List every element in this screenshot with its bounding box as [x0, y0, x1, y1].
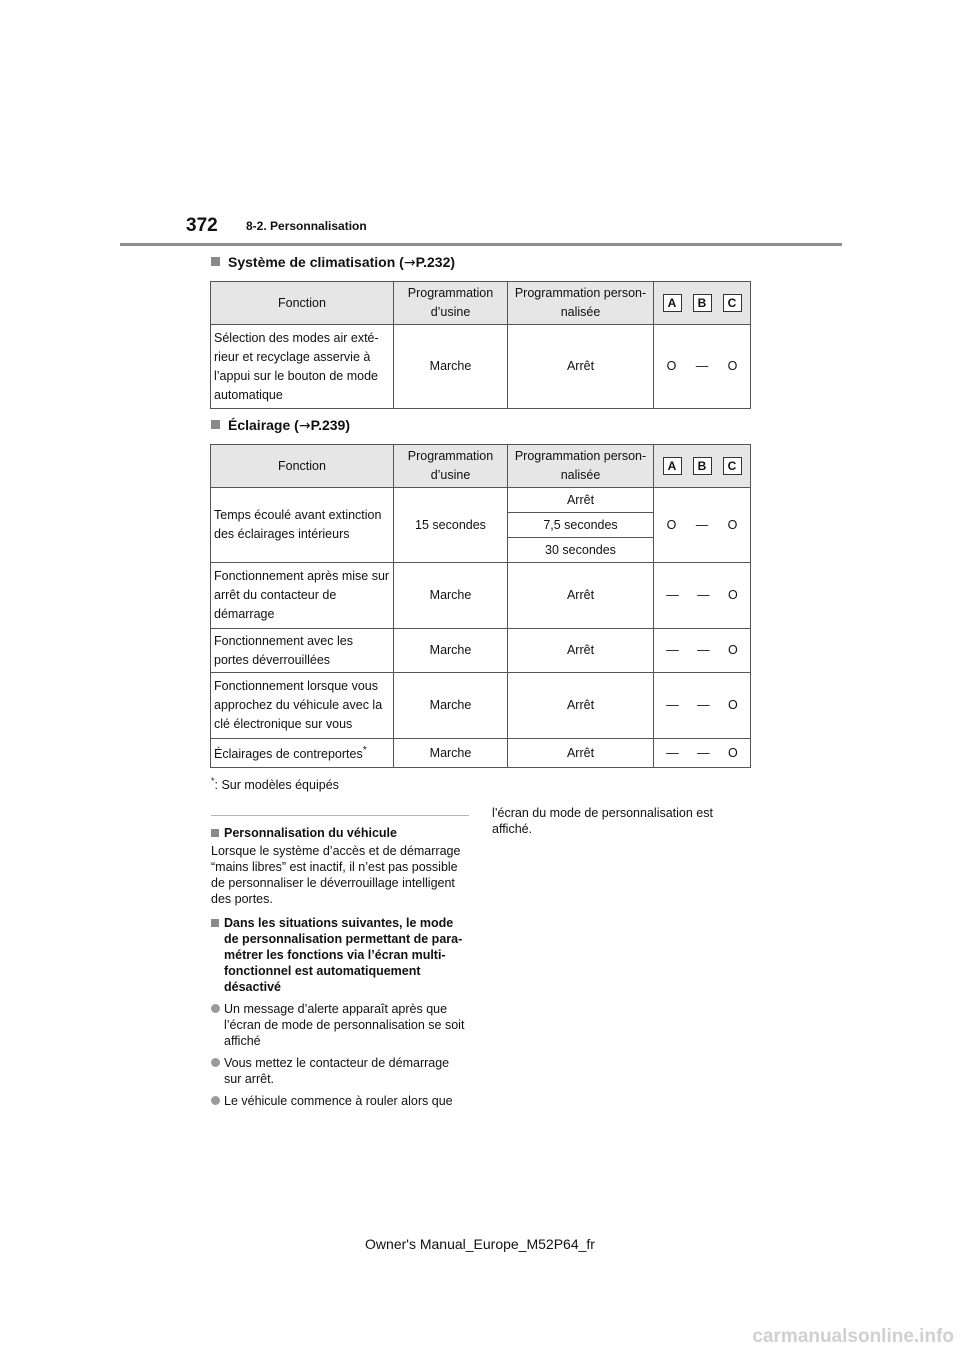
table-row [211, 739, 751, 768]
cell-b: — [697, 588, 710, 602]
row-abc [654, 739, 751, 768]
row-function: Fonctionnement avec les portes déverrouillées [211, 629, 394, 673]
cell-c: O [728, 745, 738, 760]
cell-a: O [666, 517, 677, 532]
climatisation-table [210, 281, 751, 409]
row-custom: Arrêt [508, 563, 654, 629]
row-factory: Marche [394, 739, 508, 768]
cell-c: O [728, 588, 738, 602]
row-function: Sélection des modes air exté-rieur et recyclage asservie à l’appui sur le bouton de mode automatique [211, 325, 394, 409]
notes-right-column [492, 805, 748, 837]
cell-a: — [666, 588, 679, 602]
table-row [211, 629, 751, 673]
row-custom: Arrêt [508, 673, 654, 739]
letter-b-icon: B [693, 457, 712, 475]
note-title: Dans les situations suivantes, le mode de personnalisation permettant de para-métrer les fonctions via l’écran multi-fonctionnel est automatiquement désactivé [211, 915, 469, 995]
cell-b: — [695, 359, 709, 373]
cell-b: — [695, 517, 709, 532]
table-row [211, 563, 751, 629]
row-function: Fonctionnement lorsque vous approchez du véhicule avec la clé électronique sur vous [211, 673, 394, 739]
col-header-letters [654, 445, 751, 488]
cell-a: O [666, 359, 677, 373]
eclairage-heading-text: Éclairage ( [228, 417, 299, 433]
footnote [211, 776, 339, 792]
col-header-custom: Programmation person- nalisée [508, 445, 654, 488]
letter-a-icon: A [663, 294, 682, 312]
circle-bullet-icon [211, 1096, 220, 1105]
cell-c: O [727, 517, 738, 532]
row-abc [654, 488, 751, 563]
note-title: Personnalisation du véhicule [211, 825, 469, 841]
square-bullet-icon [211, 420, 220, 429]
row-function: Éclairages de contreportes* [211, 739, 394, 768]
row-factory: Marche [394, 563, 508, 629]
letter-c-icon: C [723, 457, 742, 475]
header-rule [120, 243, 842, 246]
note-continuation: l’écran du mode de personnalisation est affiché. [492, 806, 713, 836]
notes-divider [211, 815, 469, 816]
climatisation-heading-text: Système de climatisation ( [228, 254, 404, 270]
table-row [211, 488, 751, 513]
row-factory: 15 secondes [394, 488, 508, 563]
letter-a-icon: A [663, 457, 682, 475]
watermark: carmanualsonline.info [752, 1326, 954, 1347]
climatisation-page-ref[interactable]: P.232) [415, 254, 456, 270]
row-abc [654, 629, 751, 673]
col-header-factory: Programmation d’usine [394, 282, 508, 325]
row-abc [654, 673, 751, 739]
eclairage-page-ref[interactable]: P.239) [310, 417, 351, 433]
letter-c-icon: C [723, 294, 742, 312]
square-bullet-icon [211, 919, 219, 927]
row-factory: Marche [394, 629, 508, 673]
col-header-factory: Programmation d’usine [394, 445, 508, 488]
col-header-custom: Programmation person- nalisée [508, 282, 654, 325]
list-item: Vous mettez le contacteur de démarrage sur arrêt. [211, 1055, 469, 1087]
row-custom-option: 30 secondes [508, 538, 654, 563]
circle-bullet-icon [211, 1004, 220, 1013]
cell-b: — [697, 698, 710, 712]
col-header-letters [654, 282, 751, 325]
row-function: Temps écoulé avant extinction des éclairages intérieurs [211, 488, 394, 563]
eclairage-table [210, 444, 751, 768]
footer-manual-id: Owner's Manual_Europe_M52P64_fr [365, 1236, 595, 1252]
cell-c: O [728, 698, 738, 712]
cell-b: — [697, 643, 710, 657]
section-title: 8-2. Personnalisation [246, 219, 367, 233]
cell-a: — [666, 698, 679, 712]
arrow-icon: → [403, 255, 416, 271]
page-number: 372 [186, 215, 218, 236]
row-custom: Arrêt [508, 739, 654, 768]
cell-b: — [697, 745, 710, 760]
footnote-marker: * [362, 745, 367, 757]
square-bullet-icon [211, 829, 219, 837]
cell-a: — [666, 745, 679, 760]
row-custom: Arrêt [508, 325, 654, 409]
note-paragraph: Lorsque le système d’accès et de démarrage “mains libres” est inactif, il n’est pas possible de personnaliser le déverrouillage intelligent des portes. [211, 844, 461, 906]
footnote-text: : Sur modèles équipés [214, 778, 339, 793]
eclairage-heading [211, 417, 350, 434]
footnote-marker: * [211, 776, 215, 786]
notes-left-column [211, 820, 469, 1109]
row-custom: Arrêt [508, 629, 654, 673]
letter-b-icon: B [693, 294, 712, 312]
col-header-function: Fonction [211, 445, 394, 488]
table-header-row [211, 282, 751, 325]
list-item: Un message d’alerte apparaît après que l’écran de mode de personnalisation se soit affiché [211, 1001, 469, 1049]
cell-a: — [666, 643, 679, 657]
row-function: Fonctionnement après mise sur arrêt du contacteur de démarrage [211, 563, 394, 629]
row-factory: Marche [394, 673, 508, 739]
row-factory: Marche [394, 325, 508, 409]
cell-c: O [727, 359, 738, 373]
table-row [211, 673, 751, 739]
list-item: Le véhicule commence à rouler alors que [211, 1093, 469, 1109]
col-header-function: Fonction [211, 282, 394, 325]
climatisation-heading [211, 254, 455, 271]
row-custom-option: Arrêt [508, 488, 654, 513]
table-header-row [211, 445, 751, 488]
table-row [211, 325, 751, 409]
row-abc [654, 325, 751, 409]
row-custom-option: 7,5 secondes [508, 513, 654, 538]
row-abc [654, 563, 751, 629]
arrow-icon: → [298, 418, 311, 434]
square-bullet-icon [211, 257, 220, 266]
circle-bullet-icon [211, 1058, 220, 1067]
cell-c: O [728, 643, 738, 657]
